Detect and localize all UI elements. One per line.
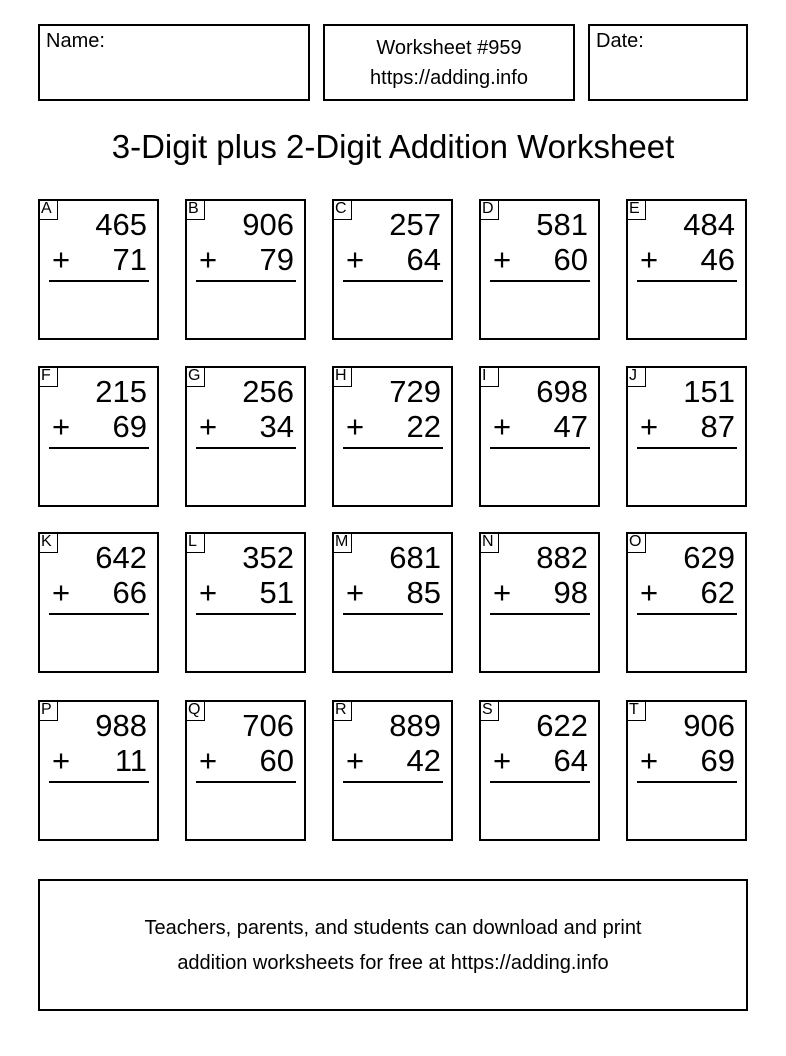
addend-bottom: 87	[700, 409, 735, 444]
addend-top: 215	[95, 374, 147, 409]
addend-bottom: 85	[406, 575, 441, 610]
addend-top: 622	[536, 708, 588, 743]
worksheet-url: https://adding.info	[370, 67, 528, 89]
answer-line	[343, 781, 443, 783]
footer-line-1: Teachers, parents, and students can download and print	[144, 917, 642, 939]
page-title: 3-Digit plus 2-Digit Addition Worksheet	[111, 128, 675, 165]
problem-e[interactable]	[626, 199, 747, 340]
problem-letter: S	[479, 700, 499, 721]
addend-top: 581	[536, 207, 588, 242]
problem-o[interactable]	[626, 532, 747, 673]
plus-sign: +	[493, 575, 512, 610]
problem-n[interactable]	[479, 532, 600, 673]
plus-sign: +	[52, 743, 71, 778]
answer-line	[490, 613, 590, 615]
addend-top: 729	[389, 374, 441, 409]
addend-bottom: 98	[553, 575, 588, 610]
addend-bottom: 34	[259, 409, 294, 444]
plus-sign: +	[493, 743, 512, 778]
plus-sign: +	[640, 575, 659, 610]
plus-sign: +	[199, 575, 218, 610]
problem-letter: A	[38, 199, 58, 220]
plus-sign: +	[346, 743, 365, 778]
problem-k[interactable]	[38, 532, 159, 673]
addend-top: 906	[683, 708, 735, 743]
answer-line	[49, 613, 149, 615]
answer-line	[343, 280, 443, 282]
problem-i[interactable]	[479, 366, 600, 507]
addend-bottom: 51	[259, 575, 294, 610]
problem-t[interactable]	[626, 700, 747, 841]
problem-letter: B	[185, 199, 205, 220]
date-field[interactable]	[588, 24, 748, 101]
problem-d[interactable]	[479, 199, 600, 340]
problem-letter: D	[479, 199, 499, 220]
problem-m[interactable]	[332, 532, 453, 673]
answer-line	[49, 447, 149, 449]
answer-line	[49, 280, 149, 282]
problem-letter: J	[626, 366, 646, 387]
plus-sign: +	[640, 743, 659, 778]
problem-h[interactable]	[332, 366, 453, 507]
worksheet-number: Worksheet #959	[376, 37, 522, 59]
problem-f[interactable]	[38, 366, 159, 507]
addend-bottom: 22	[406, 409, 441, 444]
worksheet-info-box	[323, 24, 575, 101]
problem-a[interactable]	[38, 199, 159, 340]
date-label: Date:	[596, 30, 644, 52]
answer-line	[490, 280, 590, 282]
addend-bottom: 60	[259, 743, 294, 778]
addend-bottom: 46	[700, 242, 735, 277]
answer-line	[196, 447, 296, 449]
plus-sign: +	[52, 242, 71, 277]
addend-top: 257	[389, 207, 441, 242]
problem-p[interactable]	[38, 700, 159, 841]
addend-top: 465	[95, 207, 147, 242]
problem-letter: E	[626, 199, 646, 220]
name-field[interactable]	[38, 24, 310, 101]
addend-top: 988	[95, 708, 147, 743]
answer-line	[637, 447, 737, 449]
plus-sign: +	[640, 242, 659, 277]
addend-top: 698	[536, 374, 588, 409]
answer-line	[637, 280, 737, 282]
problem-letter: O	[626, 532, 646, 553]
problem-letter: Q	[185, 700, 205, 721]
problem-r[interactable]	[332, 700, 453, 841]
problem-letter: K	[38, 532, 58, 553]
answer-line	[49, 781, 149, 783]
addend-top: 151	[683, 374, 735, 409]
answer-line	[196, 613, 296, 615]
addend-bottom: 11	[114, 743, 147, 778]
plus-sign: +	[52, 409, 71, 444]
plus-sign: +	[346, 242, 365, 277]
addend-bottom: 42	[406, 743, 441, 778]
answer-line	[637, 781, 737, 783]
footer-line-2: addition worksheets for free at https://adding.info	[177, 952, 609, 974]
problem-letter: N	[479, 532, 499, 553]
problem-s[interactable]	[479, 700, 600, 841]
addend-bottom: 79	[259, 242, 294, 277]
answer-line	[637, 613, 737, 615]
addend-bottom: 71	[112, 242, 147, 277]
addend-top: 642	[95, 540, 147, 575]
problem-letter: L	[185, 532, 205, 553]
plus-sign: +	[640, 409, 659, 444]
addend-top: 484	[683, 207, 735, 242]
answer-line	[490, 447, 590, 449]
plus-sign: +	[493, 409, 512, 444]
problem-letter: C	[332, 199, 352, 220]
answer-line	[196, 280, 296, 282]
addend-top: 906	[242, 207, 294, 242]
plus-sign: +	[493, 242, 512, 277]
problem-b[interactable]	[185, 199, 306, 340]
plus-sign: +	[199, 409, 218, 444]
problem-c[interactable]	[332, 199, 453, 340]
addend-bottom: 64	[553, 743, 588, 778]
problem-letter: H	[332, 366, 352, 387]
problem-j[interactable]	[626, 366, 747, 507]
addend-top: 889	[389, 708, 441, 743]
problem-g[interactable]	[185, 366, 306, 507]
addend-top: 256	[242, 374, 294, 409]
addend-bottom: 47	[553, 409, 588, 444]
problem-letter: T	[626, 700, 646, 721]
problem-letter: G	[185, 366, 205, 387]
plus-sign: +	[199, 743, 218, 778]
answer-line	[343, 613, 443, 615]
problem-letter: M	[332, 532, 352, 553]
problem-l[interactable]	[185, 532, 306, 673]
problem-letter: I	[479, 366, 499, 387]
addend-bottom: 62	[700, 575, 735, 610]
problem-letter: P	[38, 700, 58, 721]
plus-sign: +	[346, 575, 365, 610]
problem-letter: F	[38, 366, 58, 387]
addend-bottom: 60	[553, 242, 588, 277]
plus-sign: +	[199, 242, 218, 277]
addend-bottom: 66	[112, 575, 147, 610]
plus-sign: +	[52, 575, 71, 610]
problem-letter: R	[332, 700, 352, 721]
addend-top: 681	[389, 540, 441, 575]
footer-box	[38, 879, 748, 1011]
answer-line	[196, 781, 296, 783]
addend-top: 352	[242, 540, 294, 575]
name-label: Name:	[46, 30, 105, 52]
addend-top: 629	[683, 540, 735, 575]
answer-line	[343, 447, 443, 449]
addend-top: 882	[536, 540, 588, 575]
addend-bottom: 69	[112, 409, 147, 444]
addend-bottom: 69	[700, 743, 735, 778]
addend-top: 706	[242, 708, 294, 743]
answer-line	[490, 781, 590, 783]
addend-bottom: 64	[406, 242, 441, 277]
problem-q[interactable]	[185, 700, 306, 841]
plus-sign: +	[346, 409, 365, 444]
